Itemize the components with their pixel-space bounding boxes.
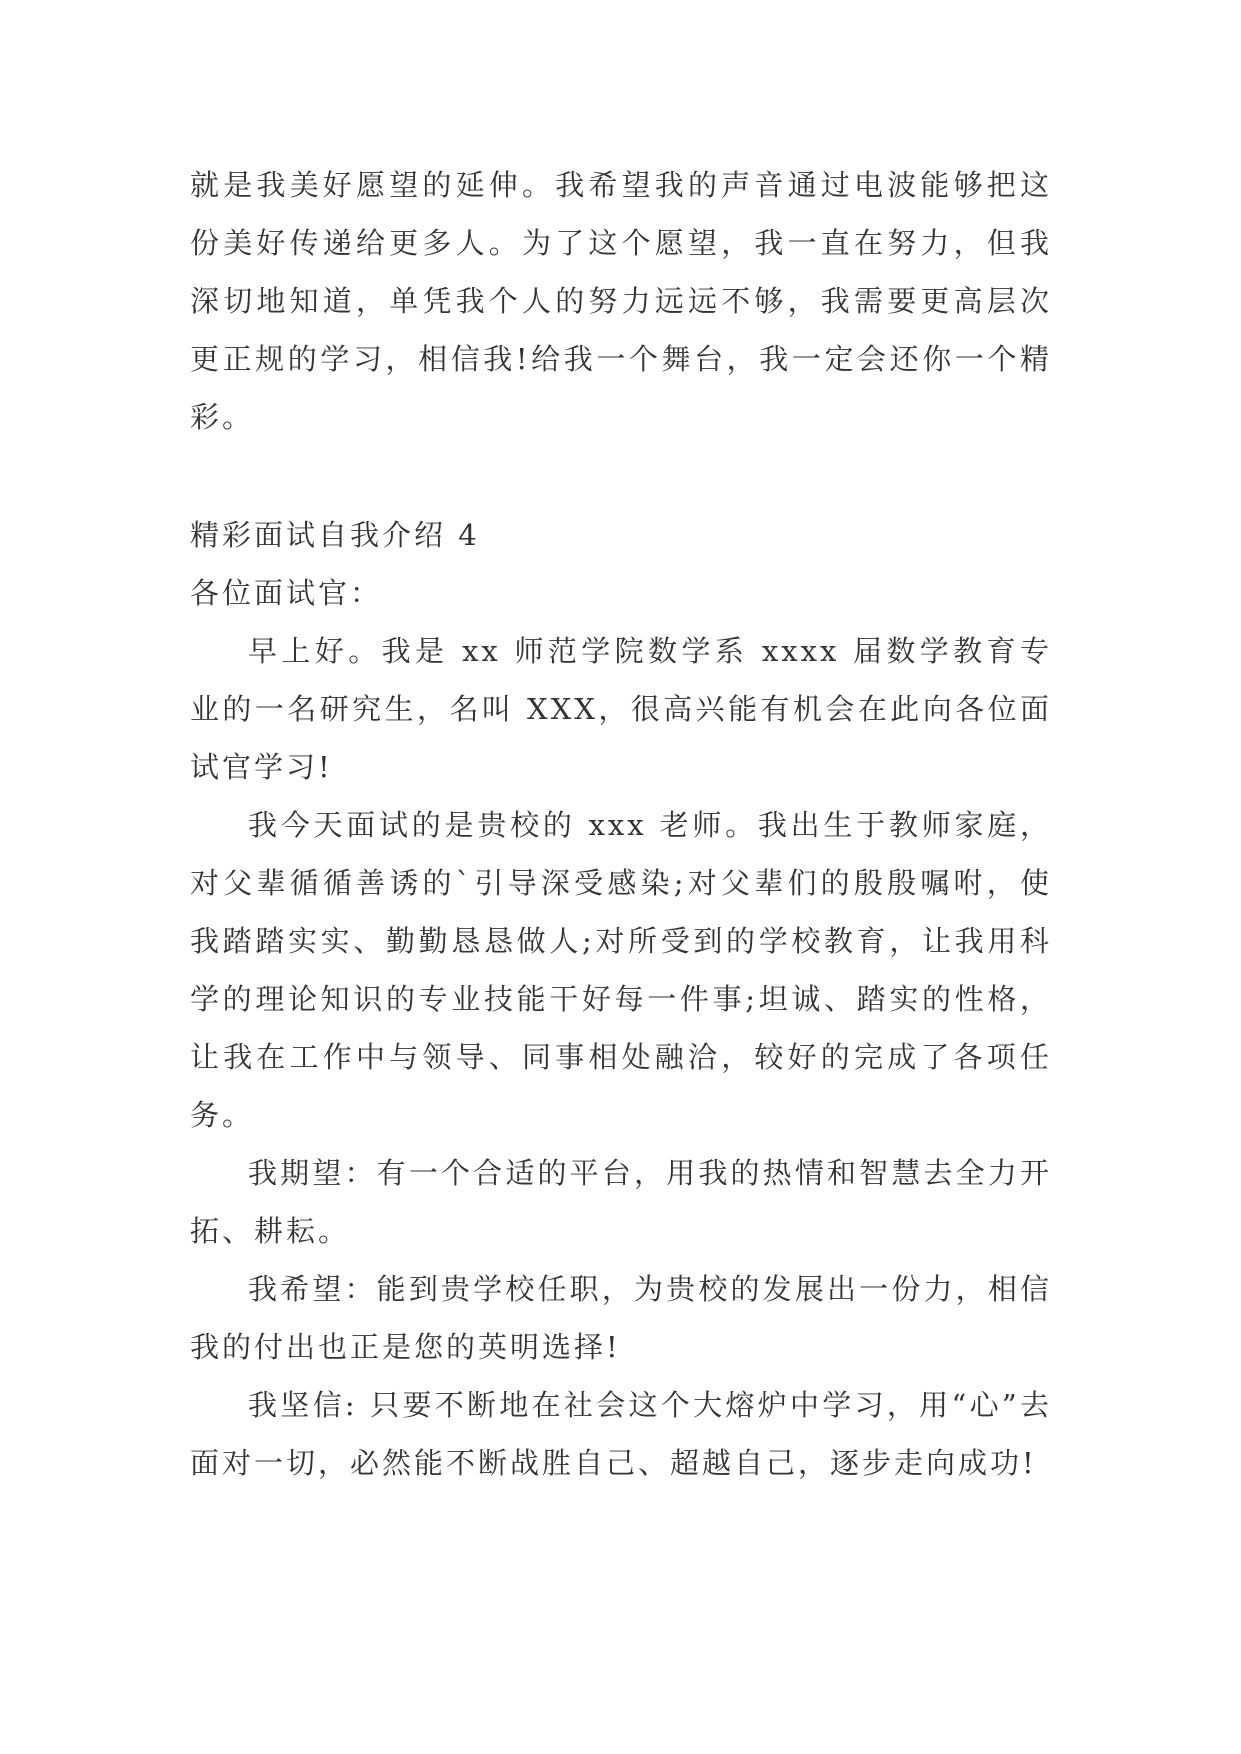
continuation-paragraph: 就是我美好愿望的延伸。我希望我的声音通过电波能够把这份美好传递给更多人。为了这个愿望，我一直在努力，但我深切地知道，单凭我个人的努力远远不够，我需要更高层次更正规的学习，相信我!给我一个舞台，我一定会还你一个精彩。 (190, 168, 1052, 434)
paragraph-belief: 我坚信: 只要不断地在社会这个大熔炉中学习，用“心”去面对一切，必然能不断战胜自己、超越自己，逐步走向成功! (190, 1388, 1052, 1480)
continuation-block (190, 156, 1052, 446)
paragraph-expectation: 我期望：有一个合适的平台，用我的热情和智慧去全力开拓、耕耘。 (190, 1156, 1052, 1248)
paragraph-greeting: 早上好。我是 xx 师范学院数学系 xxxx 届数学教育专业的一名研究生，名叫 XXX，很高兴能有机会在此向各位面试官学习! (190, 634, 1052, 784)
paragraph-hope: 我希望：能到贵学校任职，为贵校的发展出一份力，相信我的付出也正是您的英明选择! (190, 1272, 1052, 1364)
section-title: 精彩面试自我介绍 4 (190, 518, 480, 552)
salutation: 各位面试官： (190, 576, 383, 610)
paragraph-background: 我今天面试的是贵校的 xxx 老师。我出生于教师家庭，对父辈循循善诱的`引导深受感染;对父辈们的殷殷嘱咐，使我踏踏实实、勤勤恳恳做人;对所受到的学校教育，让我用科学的理论知识的专业技能干好每一件事;坦诚、踏实的性格，让我在工作中与领导、同事相处融洽，较好的完成了各项任务。 (190, 808, 1052, 1132)
section-block (190, 506, 1052, 1492)
